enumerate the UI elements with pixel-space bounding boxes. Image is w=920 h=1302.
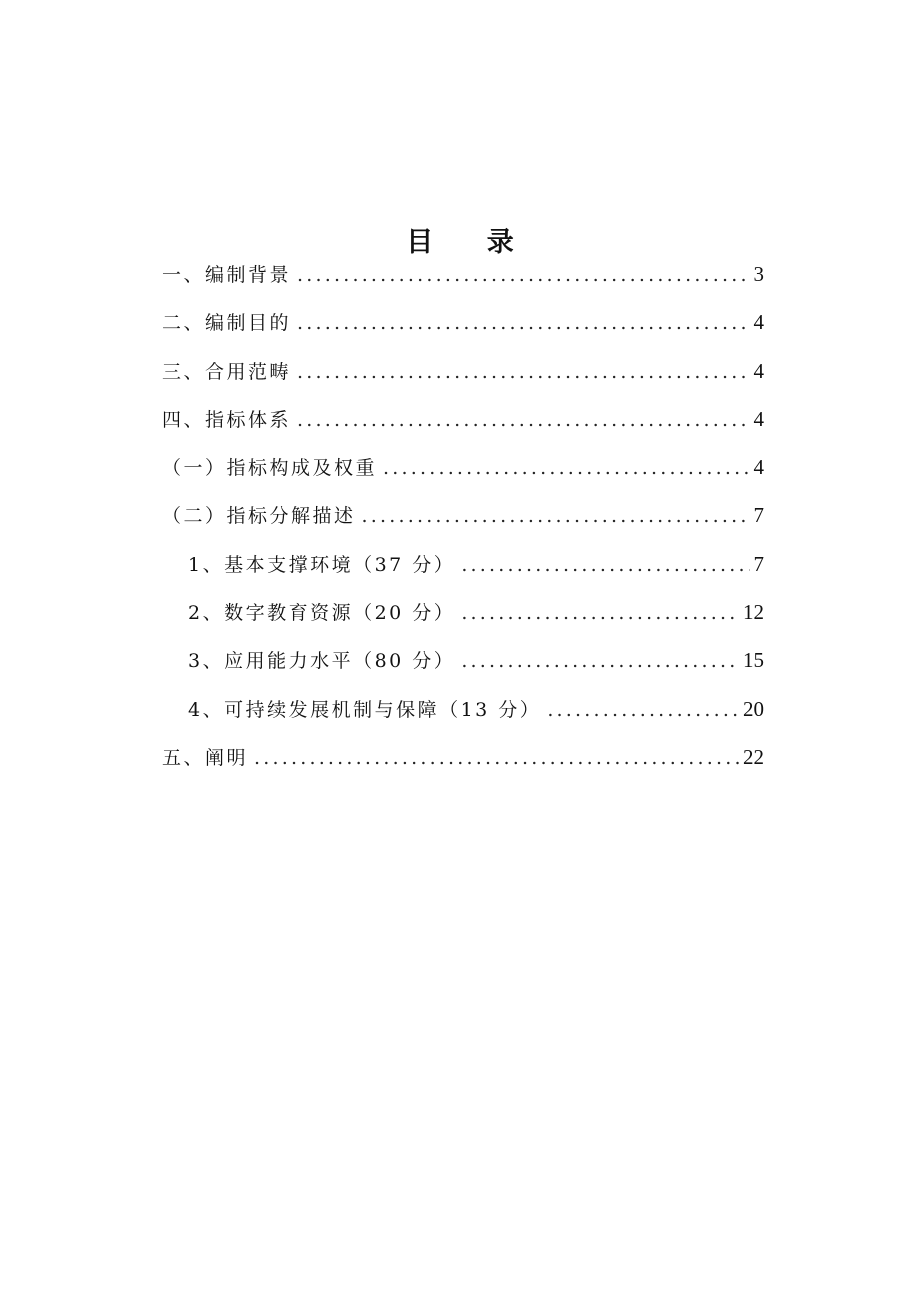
toc-page-number: 12: [743, 600, 764, 625]
toc-entry-label: 五、阐明: [162, 746, 249, 769]
toc-dot-leader: [297, 352, 749, 392]
toc-entry-label: （二）指标分解描述: [162, 505, 356, 528]
toc-entry-label: 四、指标体系: [162, 408, 292, 431]
toc-entry[interactable]: [162, 737, 764, 785]
toc-page-number: 20: [743, 696, 764, 721]
toc-entry-label: 三、合用范畴: [162, 360, 292, 383]
toc-entry[interactable]: [162, 302, 764, 350]
toc-dot-leader: [547, 690, 739, 730]
toc-subentry[interactable]: [162, 640, 764, 688]
toc-page-number: 22: [743, 744, 764, 769]
toc-entry[interactable]: [162, 495, 764, 543]
toc-page-number: 4: [753, 406, 764, 431]
toc-page-number: 4: [753, 310, 764, 335]
toc-dot-leader: [383, 448, 749, 488]
toc-dot-leader: [297, 303, 749, 343]
toc-dot-leader: [461, 545, 749, 585]
toc-subentry[interactable]: [162, 592, 764, 640]
toc-entry-label: 3、应用能力水平（80 分）: [188, 650, 456, 673]
toc-entry-label: 一、编制背景: [162, 264, 292, 286]
toc-subentry[interactable]: [162, 689, 764, 737]
toc-entry[interactable]: [162, 399, 764, 447]
toc-page-number: 4: [753, 455, 764, 480]
toc-dot-leader: [297, 400, 749, 440]
toc-entry-label: 4、可持续发展机制与保障（13 分）: [188, 698, 542, 721]
toc-dot-leader: [461, 593, 739, 633]
toc-dot-leader: [362, 496, 750, 536]
toc-dot-leader: [461, 641, 739, 681]
toc-entry[interactable]: [162, 447, 764, 495]
table-of-contents: [162, 254, 764, 785]
toc-entry[interactable]: [162, 351, 764, 399]
toc-dot-leader: [297, 255, 749, 295]
toc-page-number: 4: [753, 358, 764, 383]
toc-entry-label: 1、基本支撑环境（37 分）: [188, 553, 456, 576]
toc-entry-label: （一）指标构成及权重: [162, 457, 378, 480]
toc-entry[interactable]: [162, 254, 764, 302]
toc-page-number: 7: [753, 551, 764, 576]
toc-dot-leader: [254, 738, 739, 778]
toc-title: 目 录: [406, 227, 536, 259]
toc-entry-label: 2、数字教育资源（20 分）: [188, 602, 456, 625]
toc-page-number: 7: [753, 503, 764, 528]
toc-page-number: 15: [743, 648, 764, 673]
toc-entry-label: 二、编制目的: [162, 312, 292, 335]
toc-subentry[interactable]: [162, 544, 764, 592]
toc-page-number: 3: [753, 262, 764, 286]
